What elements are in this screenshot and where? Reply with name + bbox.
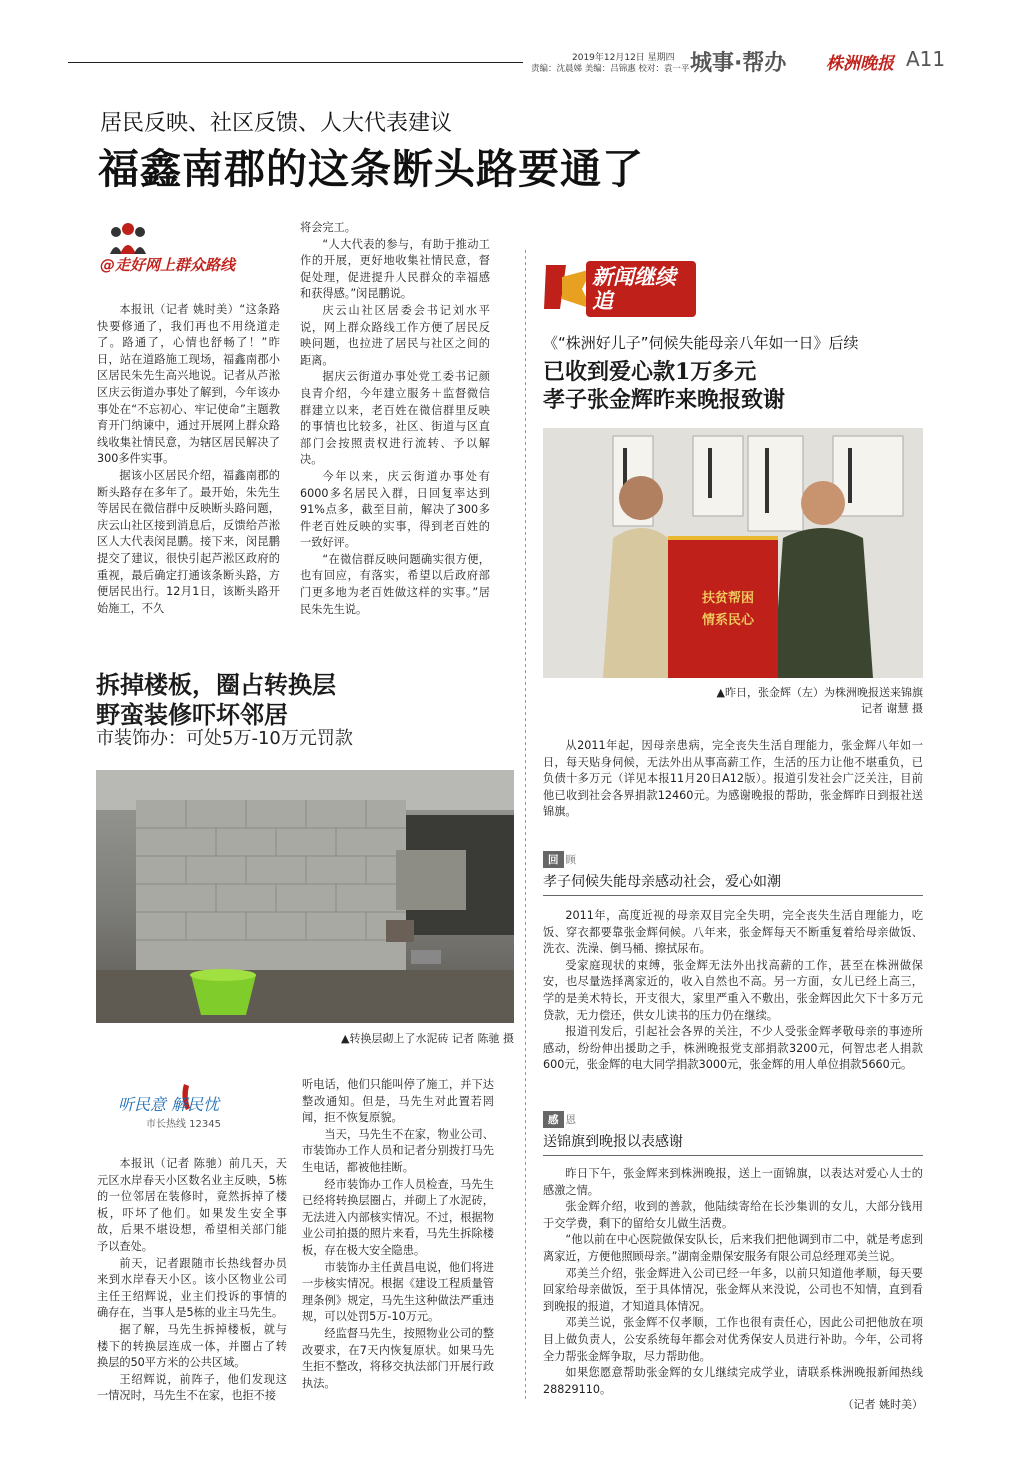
column-divider bbox=[525, 250, 526, 1400]
story3-intro bbox=[543, 738, 923, 821]
paragraph: 王绍辉说，前阵子，他们发现这一情况时，马先生不在家，也拒不接 bbox=[97, 1372, 287, 1403]
section-title: 城事·帮办 bbox=[690, 51, 787, 76]
section-tag-box: 感 bbox=[543, 1111, 564, 1128]
paragraph: 据该小区居民介绍，福鑫南郡的断头路存在多年了。最开始，朱先生等居民在微信群中反映断头路问题，庆云山社区接到消息后，反馈给芦淞区人大代表闵昆鹏。接下来，闵昆鹏提交了建议，很快引起芦淞区政府的重视，最后确定打通该条断头路，方便居民出行。12月1日，该断头路开始施工，不久 bbox=[97, 468, 280, 615]
banner-photo-caption-1: ▲昨日，张金辉（左）为株洲晚报送来锦旗 bbox=[716, 686, 923, 699]
banner-photo-caption-2: 记者 谢慧 摄 bbox=[861, 702, 923, 715]
story2-headline-1: 拆掉楼板，圈占转换层 bbox=[96, 670, 336, 699]
section-review-body bbox=[543, 908, 923, 1074]
paragraph: “人大代表的参与，有助于推动工作的开展，更好地收集社情民意，督促处理，促进提升人民群众的幸福感和获得感。”闵昆鹏说。 bbox=[300, 237, 490, 301]
paragraph: 前天，记者跟随市长热线督办员来到水岸春天小区。该小区物业公司主任王绍辉说，业主们投诉的事情的确存在，当事人是5栋的业主马先生。 bbox=[97, 1256, 287, 1320]
follow-logo-text: 新闻继续追 bbox=[586, 261, 696, 317]
paragraph: 据庆云街道办事处党工委书记颜良青介绍，今年建立服务＋监督微信群建立以来，老百姓在微信群里反映的事情也比较多，社区、街道与区直部门会按照责权进行流转、予以解决。 bbox=[300, 370, 490, 467]
story3-headline-1: 已收到爱心款1万多元 bbox=[543, 359, 757, 385]
story1-kicker: 居民反映、社区反馈、人大代表建议 bbox=[100, 111, 453, 136]
brand-logo: 株洲晚报 bbox=[826, 54, 894, 74]
section-tag-box: 回 bbox=[543, 851, 564, 868]
story1-col2 bbox=[300, 220, 490, 618]
section-title: 孝子伺候失能母亲感动社会，爱心如潮 bbox=[543, 871, 923, 896]
story2-subhead: 市装饰办：可处5万-10万元罚款 bbox=[96, 728, 353, 749]
header-date: 2019年12月12日 星期四 bbox=[572, 53, 675, 63]
paragraph: 将会完工。 bbox=[300, 221, 356, 234]
section-title: 送锦旗到晚报以表感谢 bbox=[543, 1131, 923, 1156]
paragraph: 受家庭现状的束缚，张金辉无法外出找高薪的工作，甚至在株洲做保安，也尽量选择离家近的，收入自然也不高。另一方面，女儿已经上高三，学的是美术特长，开支很大，家里严重入不敷出，张金辉因此欠下十多万元贷款，无力偿还，供女儿读书的压力仍在继续。 bbox=[543, 958, 923, 1022]
paragraph: 听电话，他们只能叫停了施工，并下达整改通知。但是，马先生对此置若罔闻，拒不恢复原貌。 bbox=[302, 1078, 494, 1125]
paragraph: “他以前在中心医院做保安队长，后来我们把他调到市二中，就是考虑到离家近，方便他照顾母亲。”湖南金鼎保安服务有限公司总经理邓美兰说。 bbox=[543, 1233, 923, 1263]
page-number: A11 bbox=[906, 47, 946, 71]
byline: （记者 姚时美） bbox=[842, 1398, 923, 1412]
paragraph: “在微信群反映问题确实很方便，也有回应，有落实，希望以后政府部门更多地为老百姓做这样的实事。”居民朱先生说。 bbox=[300, 552, 490, 616]
paragraph: 据了解，马先生拆掉楼板，就与楼下的转换层连成一体，并圈占了转换层的50平方米的公共区域。 bbox=[97, 1322, 287, 1370]
paragraph: 本报讯（记者 姚时美）“这条路快要修通了，我们再也不用绕道走了。路通了，心情也舒畅了！”昨日，站在道路施工现场，福鑫南郡小区居民朱先生高兴地说。记者从芦淞区庆云街道办事处了解到，今年该办事处在“不忘初心、牢记使命”主题教育开门纳谏中，通过开展网上群众路线收集社情民意，为辖区居民解决了300多件实事。 bbox=[97, 303, 280, 466]
paragraph: 经监督马先生，按照物业公司的整改要求，在7天内恢复原状。如果马先生拒不整改，将移交执法部门开展行政执法。 bbox=[302, 1326, 494, 1390]
header-rule bbox=[68, 62, 523, 63]
story1-col1 bbox=[97, 302, 280, 617]
paragraph: 昨日下午，张金辉来到株洲晚报，送上一面锦旗，以表达对爱心人士的感激之情。 bbox=[543, 1167, 923, 1197]
section-tag-tail: 恩 bbox=[565, 1114, 576, 1126]
hotline-logo-text: 听民意 解民忧 bbox=[118, 1095, 220, 1114]
section-tag bbox=[543, 848, 923, 868]
banner-presentation-image bbox=[543, 428, 923, 678]
paragraph: 如果您愿意帮助张金辉的女儿继续完成学业，请联系株洲晚报新闻热线28829110。 bbox=[543, 1366, 923, 1396]
paragraph: 邓美兰说，张金辉不仅孝顺，工作也很有责任心，因此公司把他放在项目上做负责人，公安系统每年都会对优秀保安人员进行补助。今年，公司将全力帮张金辉争取，尽力帮助他。 bbox=[543, 1316, 923, 1363]
network-logo-text: @走好网上群众路线 bbox=[100, 256, 236, 274]
paragraph: 张金辉介绍，收到的善款，他陆续寄给在长沙集训的女儿，大部分钱用于交学费，剩下的留给女儿做生活费。 bbox=[543, 1200, 923, 1230]
story2-col2 bbox=[302, 1077, 494, 1392]
paragraph: 当天，马先生不在家，物业公司、市装饰办工作人员和记者分别拨打马先生电话，都被他挂断。 bbox=[302, 1127, 494, 1174]
header bbox=[0, 0, 1031, 80]
paragraph: 今年以来，庆云街道办事处有6000多名居民入群，日回复率达到91%点多，截至目前，解决了300多件老百姓反映的实事，得到老百姓的一致好评。 bbox=[300, 469, 490, 550]
wall-photo bbox=[96, 770, 514, 1023]
crowd-icon bbox=[108, 222, 148, 256]
paragraph: 从2011年起，因母亲患病，完全丧失生活自理能力，张金辉八年如一日，每天贴身伺候，无法外出从事高薪工作，生活的压力让他不堪重负，已负债十多万元（详见本报11月20日A12版）。报道引发社会广泛关注，目前他已收到社会各界捐款12460元。为感谢晚报的帮助，张金辉昨日到报社送锦旗。 bbox=[543, 739, 923, 819]
paragraph: 邓美兰介绍，张金辉进入公司已经一年多，以前只知道他孝顺，每天要回家给母亲做饭，至于具体情况，张金辉从来没说，公司也不知情，直到看到晚报的报道，才知道具体情况。 bbox=[543, 1266, 923, 1313]
section-thanks-body bbox=[543, 1166, 923, 1412]
section-review bbox=[543, 848, 923, 896]
paragraph: 庆云山社区居委会书记刘水平说，网上群众路线工作方便了居民反映问题，也拉进了居民与社区之间的距离。 bbox=[300, 303, 490, 367]
paragraph: 2011年，高度近视的母亲双目完全失明，完全丧失生活自理能力，吃饭、穿衣都要靠张金辉伺候。八年来，张金辉每天不断重复着给母亲做饭、洗衣、洗澡、倒马桶、擦拭尿布。 bbox=[543, 909, 923, 956]
hotline-logo bbox=[118, 1082, 278, 1132]
paragraph: 市装饰办主任黄昌电说，他们将进一步核实情况。根据《建设工程质量管理条例》规定，马先生这种做法严重违规，可以处罚5万-10万元。 bbox=[302, 1260, 494, 1324]
banner-photo bbox=[543, 428, 923, 678]
section-thanks bbox=[543, 1108, 923, 1156]
story3-headline-2: 孝子张金辉昨来晚报致谢 bbox=[543, 387, 786, 413]
header-staff: 责编：沈晨娣 美编：吕锦惠 校对：袁一平 bbox=[531, 64, 690, 74]
paragraph: 经市装饰办工作人员检查，马先生已经将转换层圈占，并砌上了水泥砖，无法进入内部核实情况。不过，根据物业公司拍摄的照片来看，马先生拆除楼板，存在极大安全隐患。 bbox=[302, 1177, 494, 1257]
paragraph: 本报讯（记者 陈驰）前几天，天元区水岸春天小区数名业主反映，5栋的一位邻居在装修时，竟然拆掉了楼板，吓坏了他们。如果发生安全事故，后果不堪设想，希望相关部门能予以查处。 bbox=[97, 1157, 287, 1253]
follow-logo bbox=[542, 255, 702, 317]
story2-col1 bbox=[97, 1156, 287, 1405]
network-logo bbox=[100, 222, 290, 292]
hotline-logo-sub: 市长热线 12345 bbox=[146, 1119, 221, 1130]
wall-photo-caption: ▲转换层砌上了水泥砖 记者 陈驰 摄 bbox=[341, 1032, 514, 1045]
story2-headline-2: 野蛮装修吓坏邻居 bbox=[96, 700, 288, 729]
section-tag-tail: 顾 bbox=[565, 854, 576, 866]
story3-kicker: 《“株洲好儿子”伺候失能母亲八年如一日》后续 bbox=[543, 334, 859, 352]
section-tag bbox=[543, 1108, 923, 1128]
story1-headline: 福鑫南郡的这条断头路要通了 bbox=[98, 145, 644, 193]
paragraph: 报道刊发后，引起社会各界的关注，不少人受张金辉孝敬母亲的事迹所感动，纷纷伸出援助之手，株洲晚报党支部捐款3200元，何智忠老人捐款600元，张金辉的电大同学捐款3000元，张金辉的用人单位捐款5660元。 bbox=[543, 1025, 923, 1072]
banner-text: 扶贫帮困 情系民心 bbox=[701, 591, 754, 628]
brick-wall-image bbox=[96, 770, 514, 1023]
